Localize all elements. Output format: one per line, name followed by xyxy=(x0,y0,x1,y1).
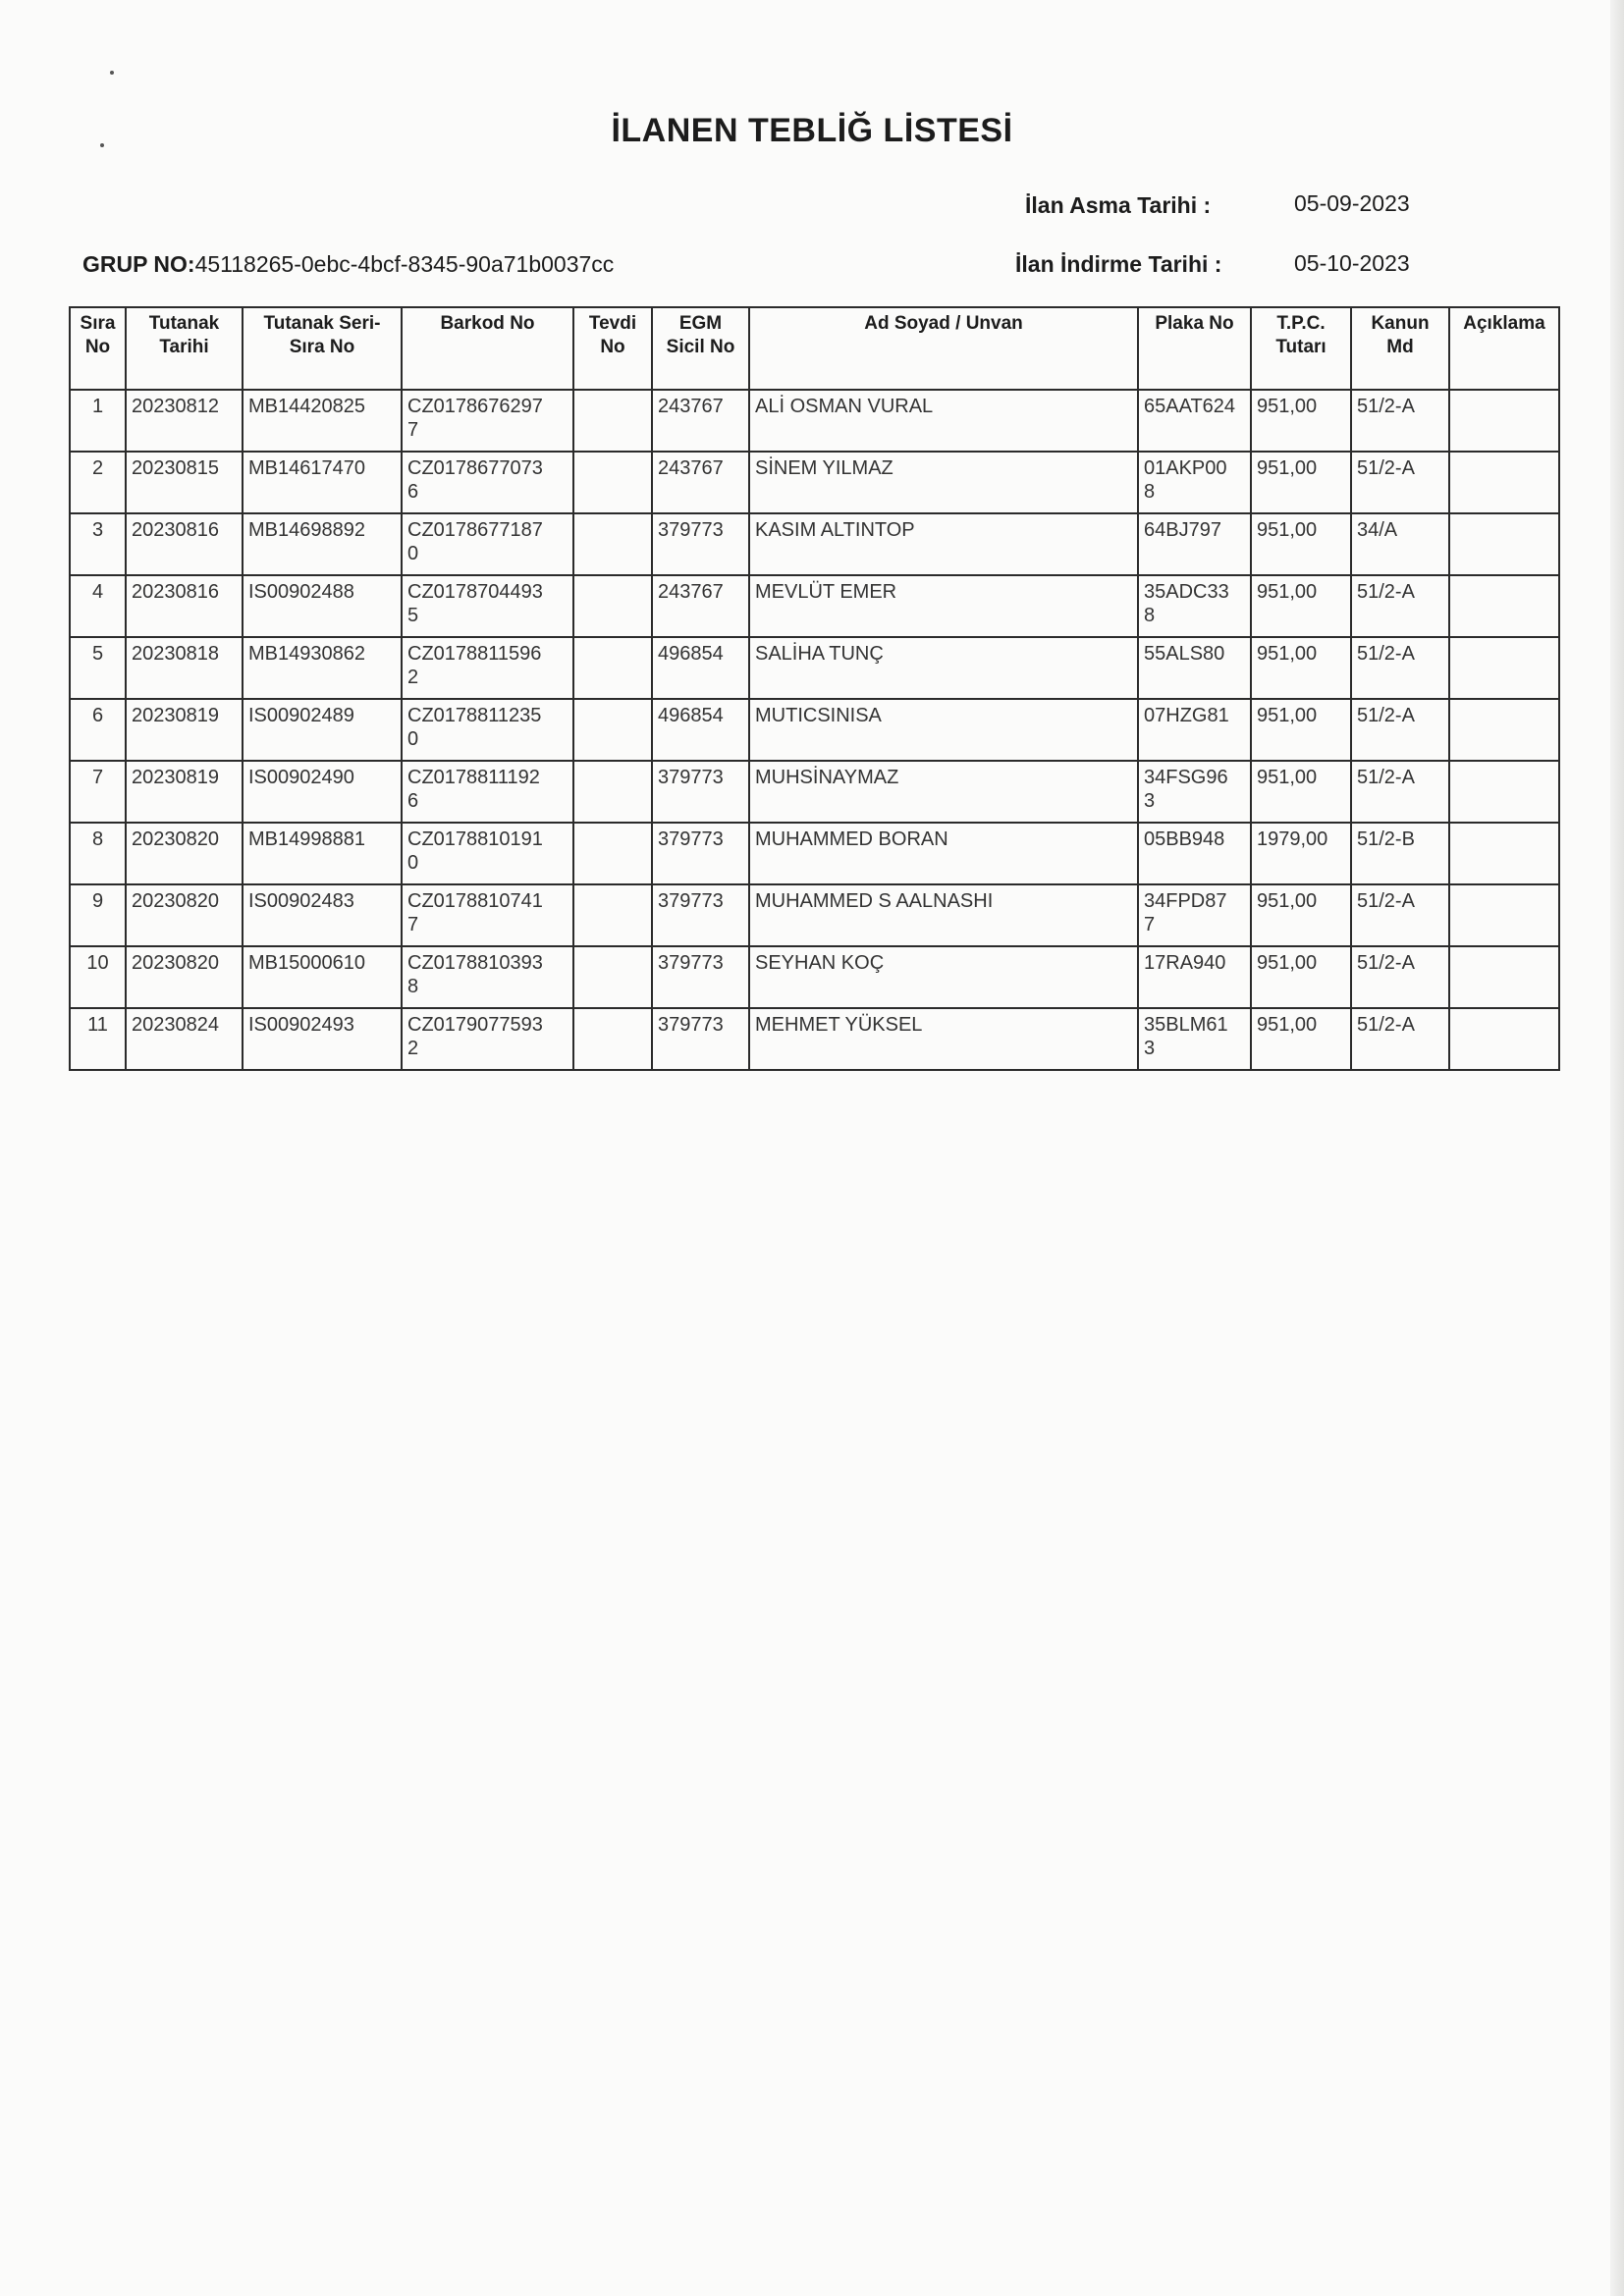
plaka-line-1: 34FSG96 xyxy=(1144,767,1228,788)
plaka-line-1: 35ADC33 xyxy=(1144,581,1229,603)
cell-tpc: 1979,00 xyxy=(1251,823,1351,884)
cell-tpc: 951,00 xyxy=(1251,390,1351,452)
cell-barkod xyxy=(402,823,573,884)
plaka-line-1: 34FPD87 xyxy=(1144,890,1227,912)
scan-speck xyxy=(110,71,114,75)
cell-tutanak-seri: IS00902489 xyxy=(243,699,402,761)
grup-no-label: GRUP NO: xyxy=(82,251,195,277)
cell-egm: 243767 xyxy=(652,452,749,513)
col-egm: EGM Sicil No xyxy=(652,307,749,390)
cell-aciklama xyxy=(1449,575,1559,637)
barkod-line-1: CZ0179077593 xyxy=(407,1014,543,1036)
plaka-line-2: 3 xyxy=(1144,790,1156,812)
barkod-line-1: CZ0178704493 xyxy=(407,581,543,603)
cell-aciklama xyxy=(1449,390,1559,452)
table-row xyxy=(70,761,1559,823)
col-plaka: Plaka No xyxy=(1138,307,1251,390)
col-barkod: Barkod No xyxy=(402,307,573,390)
cell-plaka xyxy=(1138,823,1251,884)
cell-ad-soyad: KASIM ALTINTOP xyxy=(749,513,1138,575)
barkod-line-1: CZ0178810191 xyxy=(407,828,543,850)
cell-tutanak-seri: MB14998881 xyxy=(243,823,402,884)
table-row xyxy=(70,575,1559,637)
cell-kanun: 51/2-B xyxy=(1351,823,1449,884)
cell-kanun: 51/2-A xyxy=(1351,761,1449,823)
col-ad-soyad: Ad Soyad / Unvan xyxy=(749,307,1138,390)
cell-tutanak-seri: MB14420825 xyxy=(243,390,402,452)
ilan-indirme-value: 05-10-2023 xyxy=(1294,250,1410,276)
cell-sira: 8 xyxy=(70,823,126,884)
cell-sira: 3 xyxy=(70,513,126,575)
table-row xyxy=(70,884,1559,946)
cell-sira: 1 xyxy=(70,390,126,452)
cell-sira: 11 xyxy=(70,1008,126,1070)
col-tutanak-tarihi: Tutanak Tarihi xyxy=(126,307,243,390)
cell-plaka xyxy=(1138,575,1251,637)
plaka-line-2: 8 xyxy=(1144,605,1156,626)
cell-barkod xyxy=(402,884,573,946)
cell-sira: 5 xyxy=(70,637,126,699)
barkod-line-2: 6 xyxy=(407,790,419,812)
plaka-line-2: 3 xyxy=(1144,1038,1156,1059)
scan-edge-shadow xyxy=(1610,0,1624,2296)
cell-plaka xyxy=(1138,946,1251,1008)
cell-tpc: 951,00 xyxy=(1251,575,1351,637)
cell-tutanak-tarihi: 20230812 xyxy=(126,390,243,452)
col-tevdi: Tevdi No xyxy=(573,307,652,390)
plaka-line-1: 17RA940 xyxy=(1144,952,1226,974)
table-row xyxy=(70,1008,1559,1070)
barkod-line-2: 7 xyxy=(407,914,419,935)
cell-plaka xyxy=(1138,699,1251,761)
cell-barkod xyxy=(402,946,573,1008)
cell-aciklama xyxy=(1449,761,1559,823)
table-row xyxy=(70,452,1559,513)
cell-ad-soyad: SİNEM YILMAZ xyxy=(749,452,1138,513)
cell-tutanak-tarihi: 20230824 xyxy=(126,1008,243,1070)
cell-tpc: 951,00 xyxy=(1251,637,1351,699)
barkod-line-2: 7 xyxy=(407,419,419,441)
cell-sira: 4 xyxy=(70,575,126,637)
cell-kanun: 51/2-A xyxy=(1351,452,1449,513)
cell-egm: 243767 xyxy=(652,390,749,452)
table-header-row xyxy=(70,307,1559,390)
cell-plaka xyxy=(1138,513,1251,575)
cell-tutanak-tarihi: 20230819 xyxy=(126,761,243,823)
cell-aciklama xyxy=(1449,699,1559,761)
cell-kanun: 51/2-A xyxy=(1351,575,1449,637)
table-row xyxy=(70,513,1559,575)
cell-kanun: 51/2-A xyxy=(1351,390,1449,452)
barkod-line-1: CZ0178676297 xyxy=(407,396,543,417)
cell-tutanak-seri: MB14930862 xyxy=(243,637,402,699)
cell-ad-soyad: SALİHA TUNÇ xyxy=(749,637,1138,699)
barkod-line-2: 2 xyxy=(407,1038,419,1059)
cell-egm: 379773 xyxy=(652,761,749,823)
cell-tutanak-seri: MB14617470 xyxy=(243,452,402,513)
cell-tpc: 951,00 xyxy=(1251,452,1351,513)
cell-barkod xyxy=(402,575,573,637)
cell-tutanak-tarihi: 20230820 xyxy=(126,823,243,884)
cell-ad-soyad: MUHAMMED S AALNASHI xyxy=(749,884,1138,946)
grup-no-value: 45118265-0ebc-4bcf-8345-90a71b0037cc xyxy=(194,251,615,277)
cell-tutanak-seri: IS00902488 xyxy=(243,575,402,637)
cell-aciklama xyxy=(1449,946,1559,1008)
cell-aciklama xyxy=(1449,637,1559,699)
col-kanun: Kanun Md xyxy=(1351,307,1449,390)
ilan-asma-value: 05-09-2023 xyxy=(1294,190,1410,216)
cell-ad-soyad: MEHMET YÜKSEL xyxy=(749,1008,1138,1070)
cell-sira: 10 xyxy=(70,946,126,1008)
cell-tevdi xyxy=(573,513,652,575)
cell-tutanak-seri: IS00902493 xyxy=(243,1008,402,1070)
page-title: İLANEN TEBLİĞ LİSTESİ xyxy=(611,112,1013,149)
cell-tutanak-seri: IS00902483 xyxy=(243,884,402,946)
cell-tevdi xyxy=(573,390,652,452)
cell-tpc: 951,00 xyxy=(1251,513,1351,575)
teblig-table xyxy=(69,306,1560,1071)
table-row xyxy=(70,823,1559,884)
cell-egm: 496854 xyxy=(652,699,749,761)
cell-tpc: 951,00 xyxy=(1251,1008,1351,1070)
col-tpc: T.P.C. Tutarı xyxy=(1251,307,1351,390)
cell-ad-soyad: ALİ OSMAN VURAL xyxy=(749,390,1138,452)
cell-egm: 243767 xyxy=(652,575,749,637)
barkod-line-2: 2 xyxy=(407,667,419,688)
barkod-line-2: 5 xyxy=(407,605,419,626)
cell-tevdi xyxy=(573,575,652,637)
plaka-line-1: 35BLM61 xyxy=(1144,1014,1228,1036)
cell-kanun: 51/2-A xyxy=(1351,699,1449,761)
cell-tevdi xyxy=(573,946,652,1008)
cell-plaka xyxy=(1138,761,1251,823)
cell-barkod xyxy=(402,390,573,452)
plaka-line-1: 07HZG81 xyxy=(1144,705,1229,726)
cell-tutanak-tarihi: 20230820 xyxy=(126,884,243,946)
plaka-line-1: 01AKP00 xyxy=(1144,457,1227,479)
cell-barkod xyxy=(402,1008,573,1070)
barkod-line-1: CZ0178677187 xyxy=(407,519,543,541)
cell-tutanak-tarihi: 20230816 xyxy=(126,513,243,575)
table-row xyxy=(70,699,1559,761)
cell-plaka xyxy=(1138,452,1251,513)
cell-kanun: 51/2-A xyxy=(1351,637,1449,699)
table-row xyxy=(70,637,1559,699)
cell-tevdi xyxy=(573,1008,652,1070)
col-aciklama: Açıklama xyxy=(1449,307,1559,390)
cell-ad-soyad: MUHAMMED BORAN xyxy=(749,823,1138,884)
cell-kanun: 51/2-A xyxy=(1351,884,1449,946)
cell-tutanak-tarihi: 20230816 xyxy=(126,575,243,637)
cell-ad-soyad: MUHSİNAYMAZ xyxy=(749,761,1138,823)
cell-egm: 379773 xyxy=(652,946,749,1008)
grup-no xyxy=(82,251,614,278)
cell-sira: 7 xyxy=(70,761,126,823)
barkod-line-1: CZ0178811235 xyxy=(407,705,542,726)
cell-tutanak-seri: IS00902490 xyxy=(243,761,402,823)
cell-tpc: 951,00 xyxy=(1251,761,1351,823)
barkod-line-2: 8 xyxy=(407,976,419,997)
plaka-line-1: 55ALS80 xyxy=(1144,643,1225,665)
cell-plaka xyxy=(1138,390,1251,452)
plaka-line-2: 8 xyxy=(1144,481,1156,503)
cell-plaka xyxy=(1138,884,1251,946)
col-tutanak-seri: Tutanak Seri-Sıra No xyxy=(243,307,402,390)
barkod-line-1: CZ0178677073 xyxy=(407,457,543,479)
plaka-line-1: 64BJ797 xyxy=(1144,519,1221,541)
cell-barkod xyxy=(402,513,573,575)
cell-barkod xyxy=(402,699,573,761)
barkod-line-1: CZ0178811596 xyxy=(407,643,542,665)
cell-tutanak-tarihi: 20230820 xyxy=(126,946,243,1008)
cell-tevdi xyxy=(573,884,652,946)
cell-aciklama xyxy=(1449,1008,1559,1070)
cell-barkod xyxy=(402,761,573,823)
cell-egm: 379773 xyxy=(652,884,749,946)
cell-ad-soyad: SEYHAN KOÇ xyxy=(749,946,1138,1008)
plaka-line-2: 7 xyxy=(1144,914,1156,935)
cell-aciklama xyxy=(1449,823,1559,884)
cell-sira: 6 xyxy=(70,699,126,761)
cell-tutanak-tarihi: 20230818 xyxy=(126,637,243,699)
cell-tevdi xyxy=(573,452,652,513)
table-row xyxy=(70,390,1559,452)
cell-tutanak-tarihi: 20230815 xyxy=(126,452,243,513)
table-row xyxy=(70,946,1559,1008)
cell-kanun: 51/2-A xyxy=(1351,1008,1449,1070)
barkod-line-2: 6 xyxy=(407,481,419,503)
ilan-asma-label: İlan Asma Tarihi : xyxy=(1025,192,1212,218)
cell-barkod xyxy=(402,452,573,513)
cell-egm: 379773 xyxy=(652,1008,749,1070)
barkod-line-2: 0 xyxy=(407,728,419,750)
cell-egm: 379773 xyxy=(652,513,749,575)
cell-kanun: 51/2-A xyxy=(1351,946,1449,1008)
cell-tevdi xyxy=(573,823,652,884)
cell-tpc: 951,00 xyxy=(1251,699,1351,761)
cell-tevdi xyxy=(573,699,652,761)
cell-tutanak-seri: MB15000610 xyxy=(243,946,402,1008)
barkod-line-1: CZ0178810393 xyxy=(407,952,543,974)
cell-aciklama xyxy=(1449,513,1559,575)
cell-tevdi xyxy=(573,761,652,823)
barkod-line-2: 0 xyxy=(407,852,419,874)
cell-sira: 9 xyxy=(70,884,126,946)
cell-plaka xyxy=(1138,637,1251,699)
cell-tutanak-tarihi: 20230819 xyxy=(126,699,243,761)
plaka-line-1: 05BB948 xyxy=(1144,828,1225,850)
cell-sira: 2 xyxy=(70,452,126,513)
cell-barkod xyxy=(402,637,573,699)
col-sira: Sıra No xyxy=(70,307,126,390)
cell-egm: 379773 xyxy=(652,823,749,884)
cell-tpc: 951,00 xyxy=(1251,884,1351,946)
cell-aciklama xyxy=(1449,884,1559,946)
plaka-line-1: 65AAT624 xyxy=(1144,396,1236,417)
cell-aciklama xyxy=(1449,452,1559,513)
cell-plaka xyxy=(1138,1008,1251,1070)
cell-ad-soyad: MEVLÜT EMER xyxy=(749,575,1138,637)
ilan-indirme-label: İlan İndirme Tarihi : xyxy=(1015,251,1222,277)
cell-kanun: 34/A xyxy=(1351,513,1449,575)
cell-tutanak-seri: MB14698892 xyxy=(243,513,402,575)
cell-ad-soyad: MUTICSINISA xyxy=(749,699,1138,761)
barkod-line-1: CZ0178811192 xyxy=(407,767,540,788)
barkod-line-1: CZ0178810741 xyxy=(407,890,543,912)
cell-egm: 496854 xyxy=(652,637,749,699)
cell-tevdi xyxy=(573,637,652,699)
cell-tpc: 951,00 xyxy=(1251,946,1351,1008)
barkod-line-2: 0 xyxy=(407,543,419,564)
